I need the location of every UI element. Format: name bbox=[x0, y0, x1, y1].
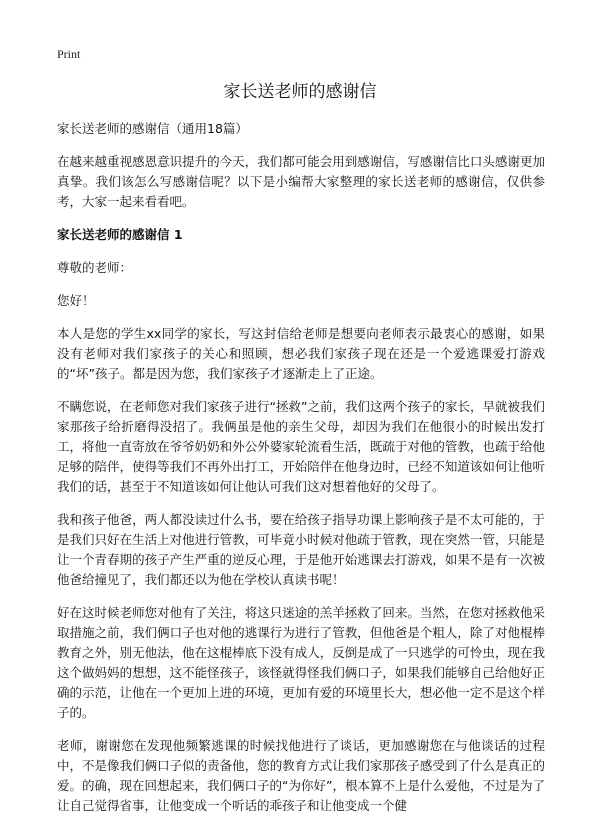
document-subtitle: 家长送老师的感谢信（通用18篇） bbox=[57, 121, 248, 136]
section-heading: 家长送老师的感谢信 1 bbox=[57, 227, 183, 242]
body-paragraph: 本人是您的学生xx同学的家长，写这封信给老师是想要向老师表示最衷心的感谢，如果没有老师对我们家孩子的关心和照顾，想必我们家孩子现在还是一个爱逃课爱打游戏的“坏”孩子。都是因为您，我们家孩子才逐渐走上了正途。 bbox=[57, 326, 545, 381]
greeting: 您好！ bbox=[57, 293, 95, 308]
body-paragraph: 我和孩子他爸，两人都没读过什么书，要在给孩子指导功课上影响孩子是不太可能的，于是我们只好在生活上对他进行管教，可毕竟小时候对他疏于管教，现在突然一管，只能是让一个青春期的孩子产生严重的逆反心理，于是他开始逃课去打游戏，如果不是有一次被他爸给撞见了，我们都还以为他在学校认真读书呢！ bbox=[57, 512, 545, 587]
print-label: Print bbox=[57, 47, 81, 61]
body-paragraph: 好在这时候老师您对他有了关注，将这只迷途的羔羊拯救了回来。当然，在您对拯救他采取措施之前，我们俩口子也对他的逃课行为进行了管教，但他爸是个粗人，除了对他棍棒教育之外，别无他法，他在这棍棒底下没有成人，反倒是成了一只逃学的可怜虫，现在我这个做妈妈的想想，这不能怪孩子，该怪就得怪我们俩口子，如果我们能够自己给他好正确的示范，让他在一个更加上进的环境，更加有爱的环境里长大，想必他一定不是这个样子的。 bbox=[57, 605, 545, 720]
salutation: 尊敬的老师： bbox=[57, 260, 133, 275]
document-title: 家长送老师的感谢信 bbox=[223, 82, 377, 102]
body-paragraph: 老师，谢谢您在发现他频繁逃课的时候找他进行了谈话，更加感谢您在与他谈话的过程中，不是像我们俩口子似的责备他，您的教育方式让我们家那孩子感受到了什么是真正的爱。的确，现在回想起来，我们俩口子的“为你好”，根本算不上是什么爱他，不过是为了让自己觉得省事，让他变成一个听话的乖孩子和让他变成一个健 bbox=[57, 738, 545, 813]
document-body bbox=[57, 119, 545, 828]
body-paragraph: 不瞒您说，在老师您对我们家孩子进行“拯救”之前，我们这两个孩子的家长，早就被我们家那孩子给折磨得没招了。我俩虽是他的亲生父母，却因为我们在他很小的时候出发打工，将他一直寄放在爷爷奶奶和外公外婆家轮流看生活，既疏于对他的管教，也疏于给他足够的陪伴，使得等我们不再外出打工，开始陪伴在他身边时，已经不知道该如何让他听我们的话，甚至于不知道该如何让他认可我们这对想着他好的父母了。 bbox=[57, 399, 545, 494]
intro-paragraph: 在越来越重视感恩意识提升的今天，我们都可能会用到感谢信，写感谢信比口头感谢更加真挚。我们该怎么写感谢信呢？以下是小编帮大家整理的家长送老师的感谢信，仅供参考，大家一起来看看吧。 bbox=[57, 154, 545, 209]
